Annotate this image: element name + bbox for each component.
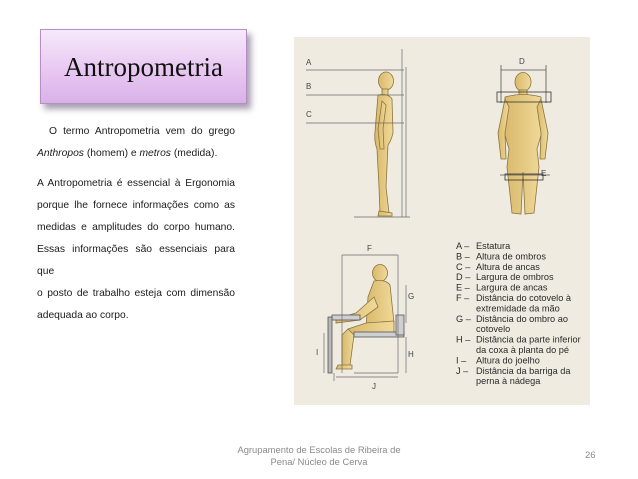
- legend-letter-H: H –: [456, 334, 471, 345]
- intro-line-2: Anthropos (homem) e metros (medida).: [37, 148, 218, 159]
- paragraph-line: Essas informações são essenciais para que: [37, 244, 235, 277]
- legend-text: da coxa à planta do pé: [476, 345, 569, 355]
- footer-line-1: Agrupamento de Escolas de Ribeira de: [237, 444, 401, 455]
- paragraph-line: medidas e amplitudes do corpo humano.: [37, 222, 235, 233]
- page-number: 26: [585, 450, 596, 461]
- legend-text: Distância da parte inferior: [476, 334, 581, 345]
- legend-letter-J: J –: [456, 365, 469, 376]
- anthropometry-illustration: [294, 37, 590, 405]
- standing-side-figure: [375, 72, 394, 216]
- paragraph-line: porque lhe fornece informações como as: [37, 200, 235, 211]
- label-J: J: [372, 382, 376, 391]
- legend-letter-G: G –: [456, 313, 471, 324]
- label-I: I: [316, 348, 319, 357]
- label-C: C: [306, 110, 312, 119]
- legend-text: cotovelo: [476, 324, 511, 335]
- legend-letter-E: E –: [456, 282, 470, 293]
- legend-text: extremidade da mão: [476, 303, 560, 314]
- title-box: [40, 29, 247, 104]
- term-anthropos: Anthropos: [37, 148, 84, 159]
- slide-title: Antropometria: [64, 52, 223, 82]
- paragraph-line: o posto de trabalho esteja com dimensão: [37, 288, 235, 299]
- paragraph-intro: [37, 121, 235, 165]
- paragraph-ergonomia: [37, 173, 235, 327]
- legend-text: Altura de ombros: [476, 251, 546, 262]
- legend-text: Altura de ancas: [476, 261, 540, 272]
- label-F: F: [367, 244, 372, 253]
- legend-text: Estatura: [476, 241, 511, 251]
- footer-line-2: Pena/ Núcleo de Cerva: [270, 456, 368, 467]
- label-A: A: [306, 58, 312, 67]
- figure-legend: [456, 241, 581, 386]
- label-B: B: [306, 82, 312, 91]
- label-E: E: [541, 169, 547, 178]
- legend-text: Largura de ombros: [476, 272, 554, 283]
- term-metros: metros: [139, 148, 171, 159]
- intro-line-1: O termo Antropometria vem do grego: [49, 126, 235, 137]
- legend-text: Distância do cotovelo à: [476, 293, 571, 303]
- legend-letter-I: I –: [456, 355, 467, 366]
- label-D: D: [519, 57, 525, 66]
- legend-text: Distância do ombro ao: [476, 313, 568, 324]
- legend-text: perna à nádega: [476, 376, 541, 387]
- standing-back-figure: [498, 73, 548, 215]
- label-H: H: [408, 350, 414, 359]
- label-G: G: [408, 292, 415, 301]
- legend-letter-D: D –: [456, 272, 471, 283]
- legend-text: Altura do joelho: [476, 355, 540, 366]
- footer-school: [230, 444, 408, 468]
- legend-letter-F: F –: [456, 293, 470, 303]
- legend-letter-C: C –: [456, 261, 471, 272]
- legend-text: Largura de ancas: [476, 282, 548, 293]
- legend-letter-A: A –: [456, 241, 470, 251]
- legend-text: Distância da barriga da: [476, 365, 571, 376]
- legend-letter-B: B –: [456, 251, 470, 262]
- paragraph-line: A Antropometria é essencial à Ergonomia: [37, 178, 235, 189]
- paragraph-line: adequada ao corpo.: [37, 310, 129, 321]
- anthropometry-figure: [294, 37, 590, 405]
